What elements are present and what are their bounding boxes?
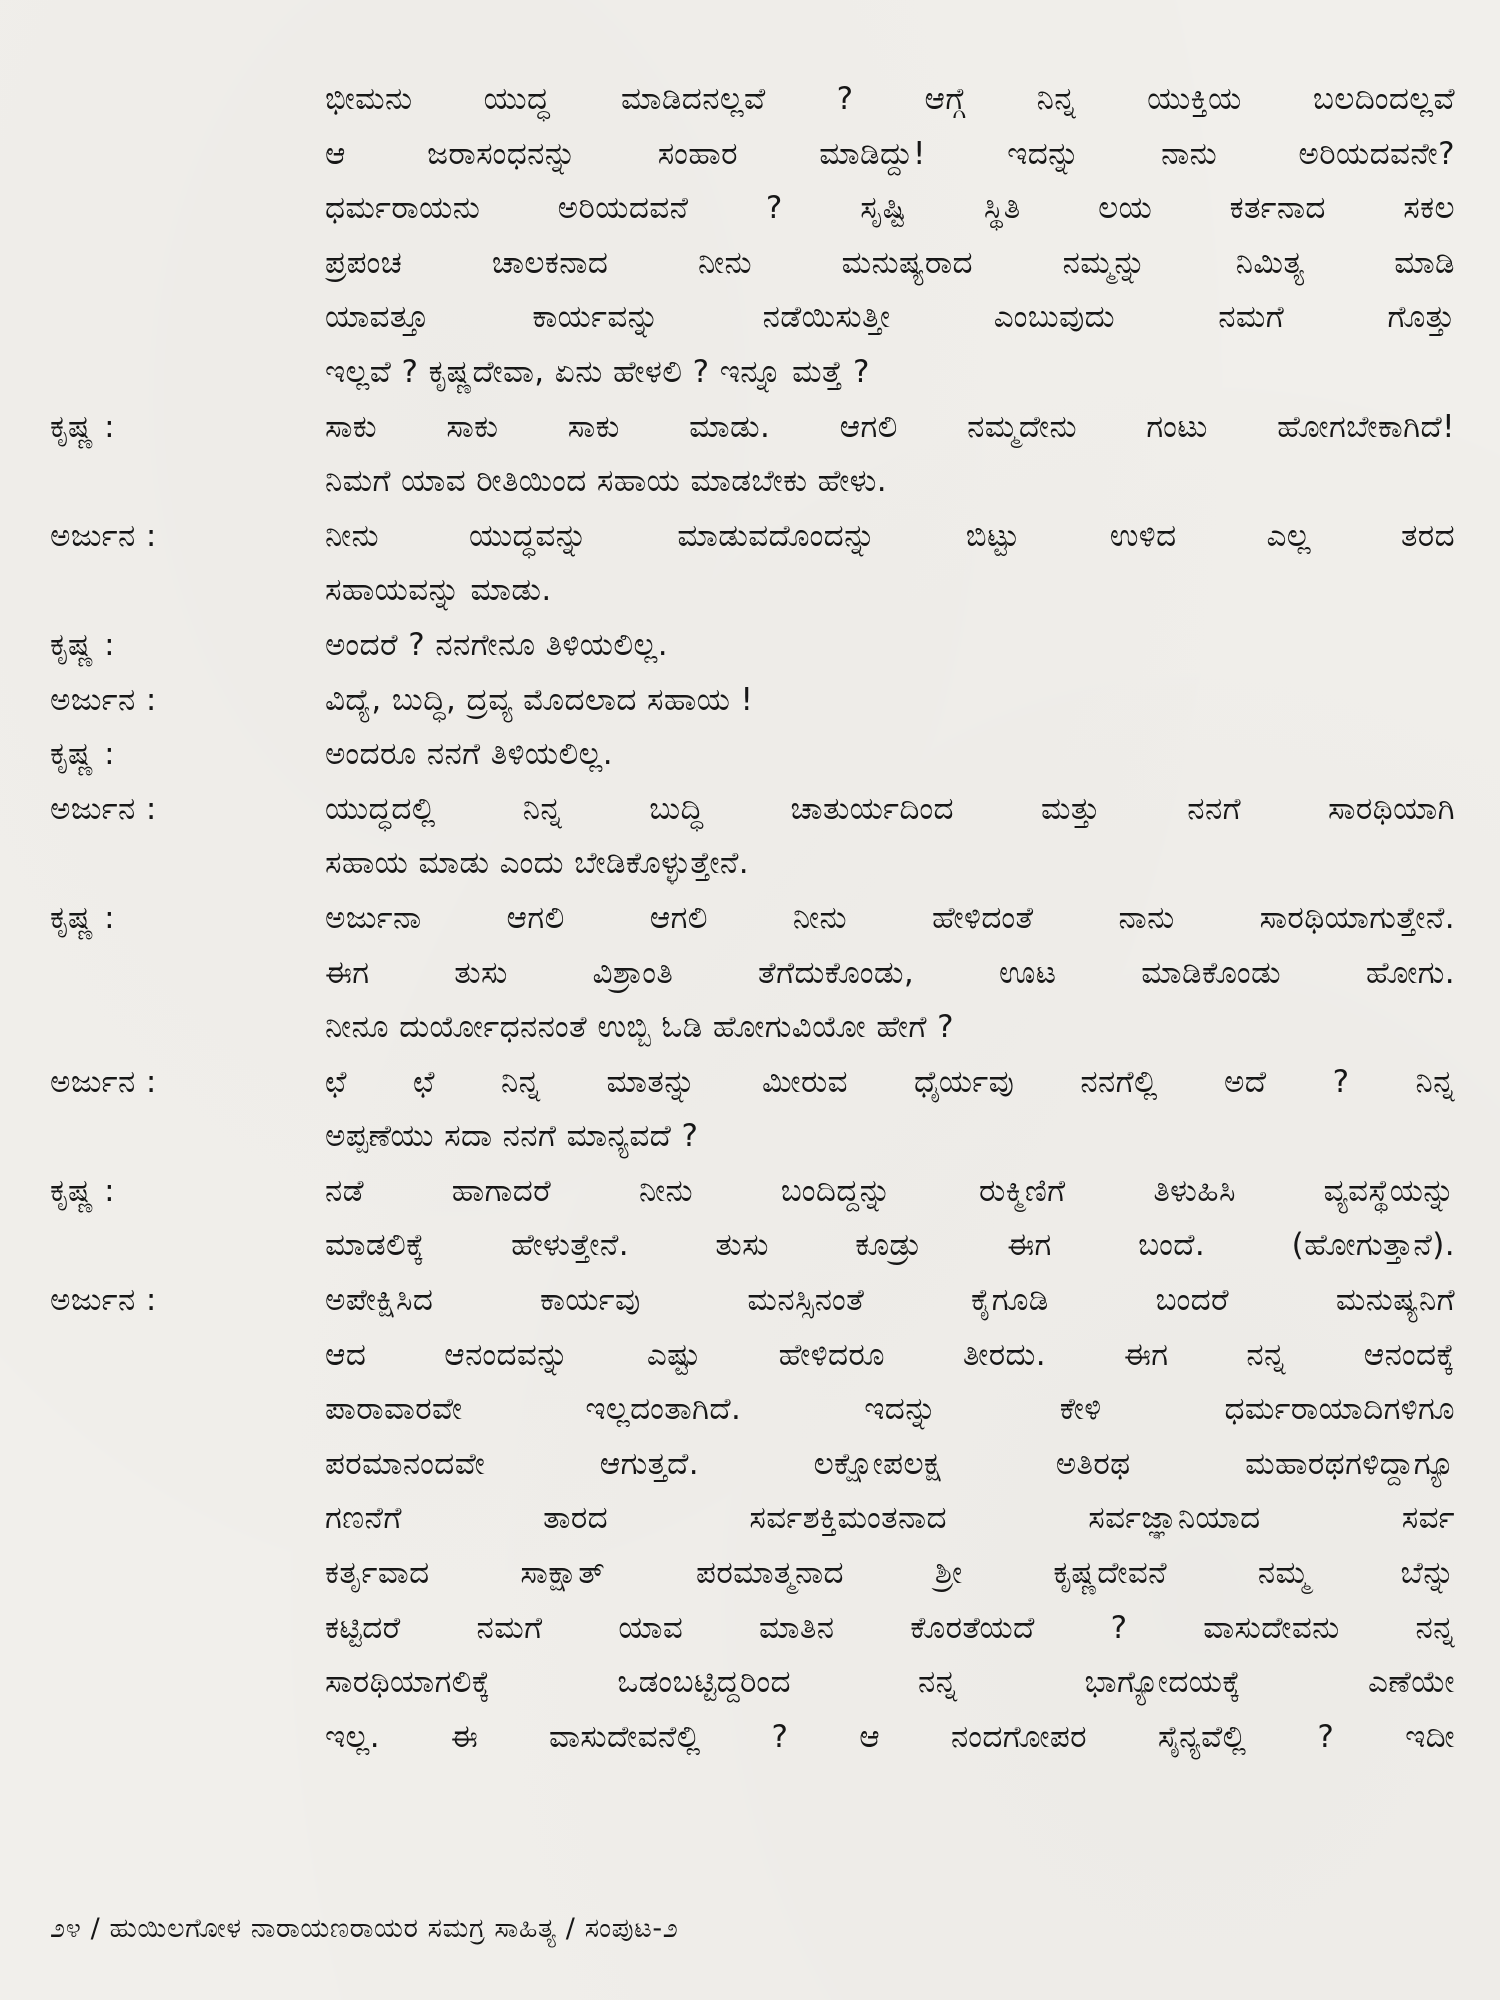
line-text: ಸಾರಥಿಯಾಗಲಿಕ್ಕೆ ಒಡಂಬಟ್ಟಿದ್ದರಿಂದ ನನ್ನ ಭಾಗ್ಯೋದಯಕ್ಕೆ ಎಣೆಯೇ [325, 1664, 1455, 1701]
text-line [50, 1601, 1455, 1656]
line-text: ಪ್ರಪಂಚ ಚಾಲಕನಾದ ನೀನು ಮನುಷ್ಯರಾದ ನಮ್ಮನ್ನು ನಿಮಿತ್ಯ ಮಾಡಿ [325, 244, 1455, 281]
text-line [50, 618, 1455, 673]
speaker-label: ಕೃಷ್ಣ : [50, 408, 115, 445]
text-line [50, 1382, 1455, 1437]
line-text: ಸಾಕು ಸಾಕು ಸಾಕು ಮಾಡು. ಆಗಲಿ ನಮ್ಮದೇನು ಗಂಟು ಹೋಗಬೇಕಾಗಿದೆ! [325, 408, 1455, 445]
text-line [50, 1164, 1455, 1219]
line-text: ಪರಮಾನಂದವೇ ಆಗುತ್ತದೆ. ಲಕ್ಷೋಪಲಕ್ಷ ಅತಿರಥ ಮಹಾರಥಗಳಿದ್ದಾಗ್ಯೂ [325, 1445, 1455, 1482]
line-text: ನೀನು ಯುದ್ಧವನ್ನು ಮಾಡುವದೊಂದನ್ನು ಬಿಟ್ಟು ಉಳಿದ ಎಲ್ಲ ತರದ [325, 517, 1455, 554]
text-line [50, 727, 1455, 782]
speaker-label: ಅರ್ಜುನ : [50, 681, 157, 718]
line-text: ಯಾವತ್ತೂ ಕಾರ್ಯವನ್ನು ನಡೆಯಿಸುತ್ತೀ ಎಂಬುವುದು ನಮಗೆ ಗೊತ್ತು [325, 299, 1455, 336]
text-line [50, 1055, 1455, 1110]
text-line [50, 236, 1455, 291]
speaker-label: ಅರ್ಜುನ : [50, 517, 157, 554]
line-text: ಸಹಾಯ ಮಾಡು ಎಂದು ಬೇಡಿಕೊಳ್ಳುತ್ತೇನೆ. [325, 845, 750, 882]
text-line [50, 1273, 1455, 1328]
speaker-label: ಅರ್ಜುನ : [50, 1063, 157, 1100]
line-text: ಇಲ್ಲ. ಈ ವಾಸುದೇವನೆಲ್ಲಿ ? ಆ ನಂದಗೋಪರ ಸೈನ್ಯವೆಲ್ಲಿ ? ಇದೀ [325, 1718, 1455, 1755]
speaker-label: ಅರ್ಜುನ : [50, 790, 157, 827]
line-text: ಛೆ ಛೆ ನಿನ್ನ ಮಾತನ್ನು ಮೀರುವ ಧೈರ್ಯವು ನನಗೆಲ್ಲಿ ಅದೆ ? ನಿನ್ನ [325, 1063, 1455, 1100]
line-text: ವಿದ್ಯೆ, ಬುದ್ಧಿ, ದ್ರವ್ಯ ಮೊದಲಾದ ಸಹಾಯ ! [325, 681, 754, 718]
text-line [50, 1437, 1455, 1492]
line-text: ನೀನೂ ದುರ್ಯೋಧನನಂತೆ ಉಬ್ಬಿ ಓಡಿ ಹೋಗುವಿಯೋ ಹೇಗೆ ? [325, 1009, 954, 1046]
dialogue-text-block [50, 72, 1455, 1764]
line-text: ಈಗ ತುಸು ವಿಶ್ರಾಂತಿ ತೆಗೆದುಕೊಂಡು, ಊಟ ಮಾಡಿಕೊಂಡು ಹೋಗು. [325, 954, 1455, 991]
text-line [50, 1546, 1455, 1601]
page-footer: ೨೪ / ಹುಯಿಲಗೋಳ ನಾರಾಯಣರಾಯರ ಸಮಗ್ರ ಸಾಹಿತ್ಯ / ಸಂಪುಟ-೨ [50, 1913, 679, 1944]
line-text: ಮಾಡಲಿಕ್ಕೆ ಹೇಳುತ್ತೇನೆ. ತುಸು ಕೂಡ್ರು ಈಗ ಬಂದೆ. (ಹೋಗುತ್ತಾನೆ). [325, 1227, 1455, 1264]
text-line [50, 1491, 1455, 1546]
line-text: ಅಂದರೂ ನನಗೆ ತಿಳಿಯಲಿಲ್ಲ. [325, 736, 614, 773]
text-line [50, 1218, 1455, 1273]
line-text: ಧರ್ಮರಾಯನು ಅರಿಯದವನೆ ? ಸೃಷ್ಟಿ ಸ್ಥಿತಿ ಲಯ ಕರ್ತನಾದ ಸಕಲ [325, 190, 1455, 227]
text-line [50, 1710, 1455, 1765]
speaker-label: ಕೃಷ್ಣ : [50, 736, 115, 773]
text-line [50, 1109, 1455, 1164]
text-line [50, 345, 1455, 400]
line-text: ಪಾರಾವಾರವೇ ಇಲ್ಲದಂತಾಗಿದೆ. ಇದನ್ನು ಕೇಳಿ ಧರ್ಮರಾಯಾದಿಗಳಿಗೂ [325, 1391, 1455, 1428]
text-line [50, 836, 1455, 891]
text-line [50, 673, 1455, 728]
text-line [50, 290, 1455, 345]
text-line [50, 782, 1455, 837]
line-text: ಕಟ್ಟಿದರೆ ನಮಗೆ ಯಾವ ಮಾತಿನ ಕೊರತೆಯದೆ ? ವಾಸುದೇವನು ನನ್ನ [325, 1609, 1455, 1646]
speaker-label: ಕೃಷ್ಣ : [50, 626, 115, 663]
line-text: ಸಹಾಯವನ್ನು ಮಾಡು. [325, 572, 552, 609]
text-line [50, 72, 1455, 127]
line-text: ಗಣನೆಗೆ ತಾರದ ಸರ್ವಶಕ್ತಿಮಂತನಾದ ಸರ್ವಜ್ಞಾನಿಯಾದ ಸರ್ವ [325, 1500, 1455, 1537]
speaker-label: ಅರ್ಜುನ : [50, 1282, 157, 1319]
text-line [50, 400, 1455, 455]
text-line [50, 891, 1455, 946]
text-line [50, 1328, 1455, 1383]
line-text: ಅಪೇಕ್ಷಿಸಿದ ಕಾರ್ಯವು ಮನಸ್ಸಿನಂತೆ ಕೈಗೂಡಿ ಬಂದರೆ ಮನುಷ್ಯನಿಗೆ [325, 1282, 1455, 1319]
line-text: ನಿಮಗೆ ಯಾವ ರೀತಿಯಿಂದ ಸಹಾಯ ಮಾಡಬೇಕು ಹೇಳು. [325, 463, 888, 500]
speaker-label: ಕೃಷ್ಣ : [50, 899, 115, 936]
text-line [50, 563, 1455, 618]
text-line [50, 454, 1455, 509]
text-line [50, 181, 1455, 236]
line-text: ಅರ್ಜುನಾ ಆಗಲಿ ಆಗಲಿ ನೀನು ಹೇಳಿದಂತೆ ನಾನು ಸಾರಥಿಯಾಗುತ್ತೇನೆ. [325, 899, 1455, 936]
text-line [50, 1000, 1455, 1055]
line-text: ಯುದ್ಧದಲ್ಲಿ ನಿನ್ನ ಬುದ್ಧಿ ಚಾತುರ್ಯದಿಂದ ಮತ್ತು ನನಗೆ ಸಾರಥಿಯಾಗಿ [325, 790, 1455, 827]
line-text: ಕರ್ತೃವಾದ ಸಾಕ್ಷಾತ್ ಪರಮಾತ್ಮನಾದ ಶ್ರೀ ಕೃಷ್ಣದೇವನೆ ನಮ್ಮ ಬೆನ್ನು [325, 1555, 1455, 1592]
line-text: ಇಲ್ಲವೆ ? ಕೃಷ್ಣದೇವಾ, ಏನು ಹೇಳಲಿ ? ಇನ್ನೂ ಮತ್ತೆ ? [325, 353, 870, 390]
text-line [50, 946, 1455, 1001]
line-text: ಆ ಜರಾಸಂಧನನ್ನು ಸಂಹಾರ ಮಾಡಿದ್ದು! ಇದನ್ನು ನಾನು ಅರಿಯದವನೇ? [325, 135, 1455, 172]
line-text: ನಡೆ ಹಾಗಾದರೆ ನೀನು ಬಂದಿದ್ದನ್ನು ರುಕ್ಮಿಣಿಗೆ ತಿಳುಹಿಸಿ ವ್ಯವಸ್ಥೆಯನ್ನು [325, 1172, 1455, 1209]
line-text: ಆದ ಆನಂದವನ್ನು ಎಷ್ಟು ಹೇಳಿದರೂ ತೀರದು. ಈಗ ನನ್ನ ಆನಂದಕ್ಕೆ [325, 1336, 1455, 1373]
text-line [50, 509, 1455, 564]
text-line [50, 127, 1455, 182]
text-line [50, 1655, 1455, 1710]
speaker-label: ಕೃಷ್ಣ : [50, 1172, 115, 1209]
line-text: ಅಂದರೆ ? ನನಗೇನೂ ತಿಳಿಯಲಿಲ್ಲ. [325, 626, 668, 663]
line-text: ಅಪ್ಪಣೆಯು ಸದಾ ನನಗೆ ಮಾನ್ಯವದೆ ? [325, 1118, 699, 1155]
line-text: ಭೀಮನು ಯುದ್ಧ ಮಾಡಿದನಲ್ಲವೆ ? ಆಗ್ಗೆ ನಿನ್ನ ಯುಕ್ತಿಯ ಬಲದಿಂದಲ್ಲವೆ [325, 81, 1455, 117]
